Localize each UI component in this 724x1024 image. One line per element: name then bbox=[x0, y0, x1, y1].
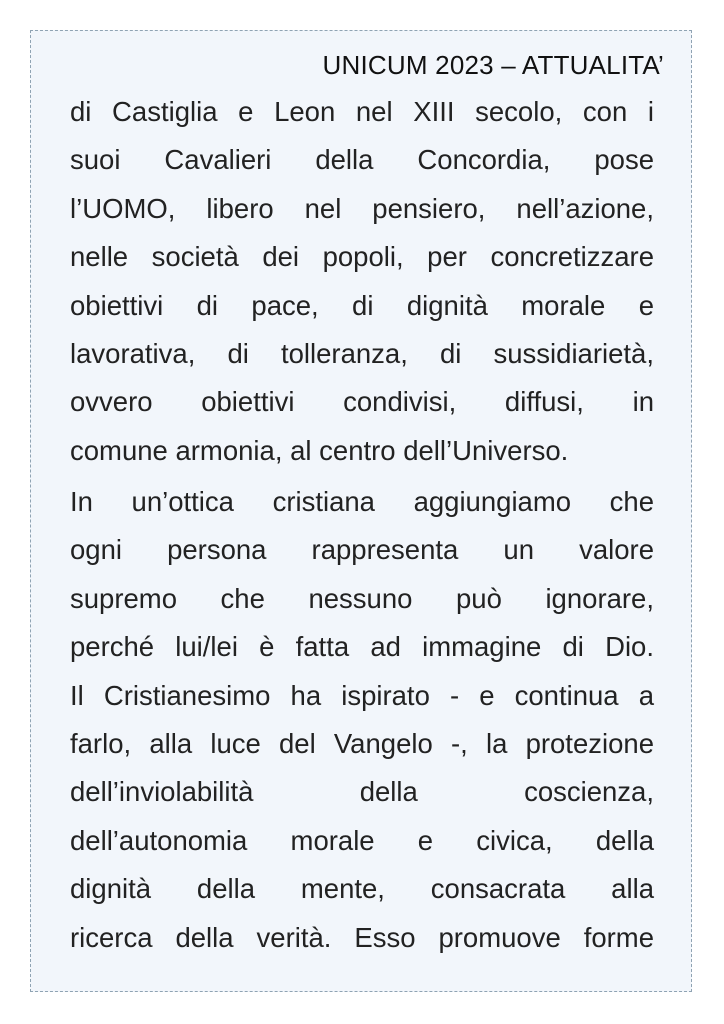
paragraph-1 bbox=[70, 88, 654, 475]
text-line: l’UOMO, libero nel pensiero, nell’azione, bbox=[70, 192, 654, 224]
text-line: ogni persona rappresenta un valore bbox=[70, 534, 654, 566]
text-line: obiettivi di pace, di dignità morale e bbox=[70, 289, 654, 321]
text-line: lavorativa, di tolleranza, di sussidiarietà, bbox=[70, 337, 654, 369]
text-line: dell’inviolabilità della coscienza, bbox=[70, 776, 654, 808]
text-line: di Castiglia e Leon nel XIII secolo, con i bbox=[70, 96, 654, 127]
text-line: nelle società dei popoli, per concretizzare bbox=[70, 241, 654, 273]
text-line: Il Cristianesimo ha ispirato - e continua a bbox=[70, 679, 654, 711]
text-line: ovvero obiettivi condivisi, diffusi, in bbox=[70, 386, 654, 418]
text-line: suoi Cavalieri della Concordia, pose bbox=[70, 144, 654, 176]
text-line: ricerca della verità. Esso promuove forme bbox=[70, 921, 654, 953]
page-header: UNICUM 2023 – ATTUALITA’ bbox=[322, 50, 664, 80]
text-line: dell’autonomia morale e civica, della bbox=[70, 824, 654, 856]
text-line: farlo, alla luce del Vangelo -, la protezione bbox=[70, 727, 654, 759]
paragraph-2 bbox=[70, 478, 654, 962]
text-line: perché lui/lei è fatta ad immagine di Dio. bbox=[70, 631, 654, 663]
text-line: In un’ottica cristiana aggiungiamo che bbox=[70, 486, 654, 517]
text-line: dignità della mente, consacrata alla bbox=[70, 873, 654, 905]
text-line: supremo che nessuno può ignorare, bbox=[70, 582, 654, 614]
text-line: comune armonia, al centro dell’Universo. bbox=[70, 434, 569, 466]
